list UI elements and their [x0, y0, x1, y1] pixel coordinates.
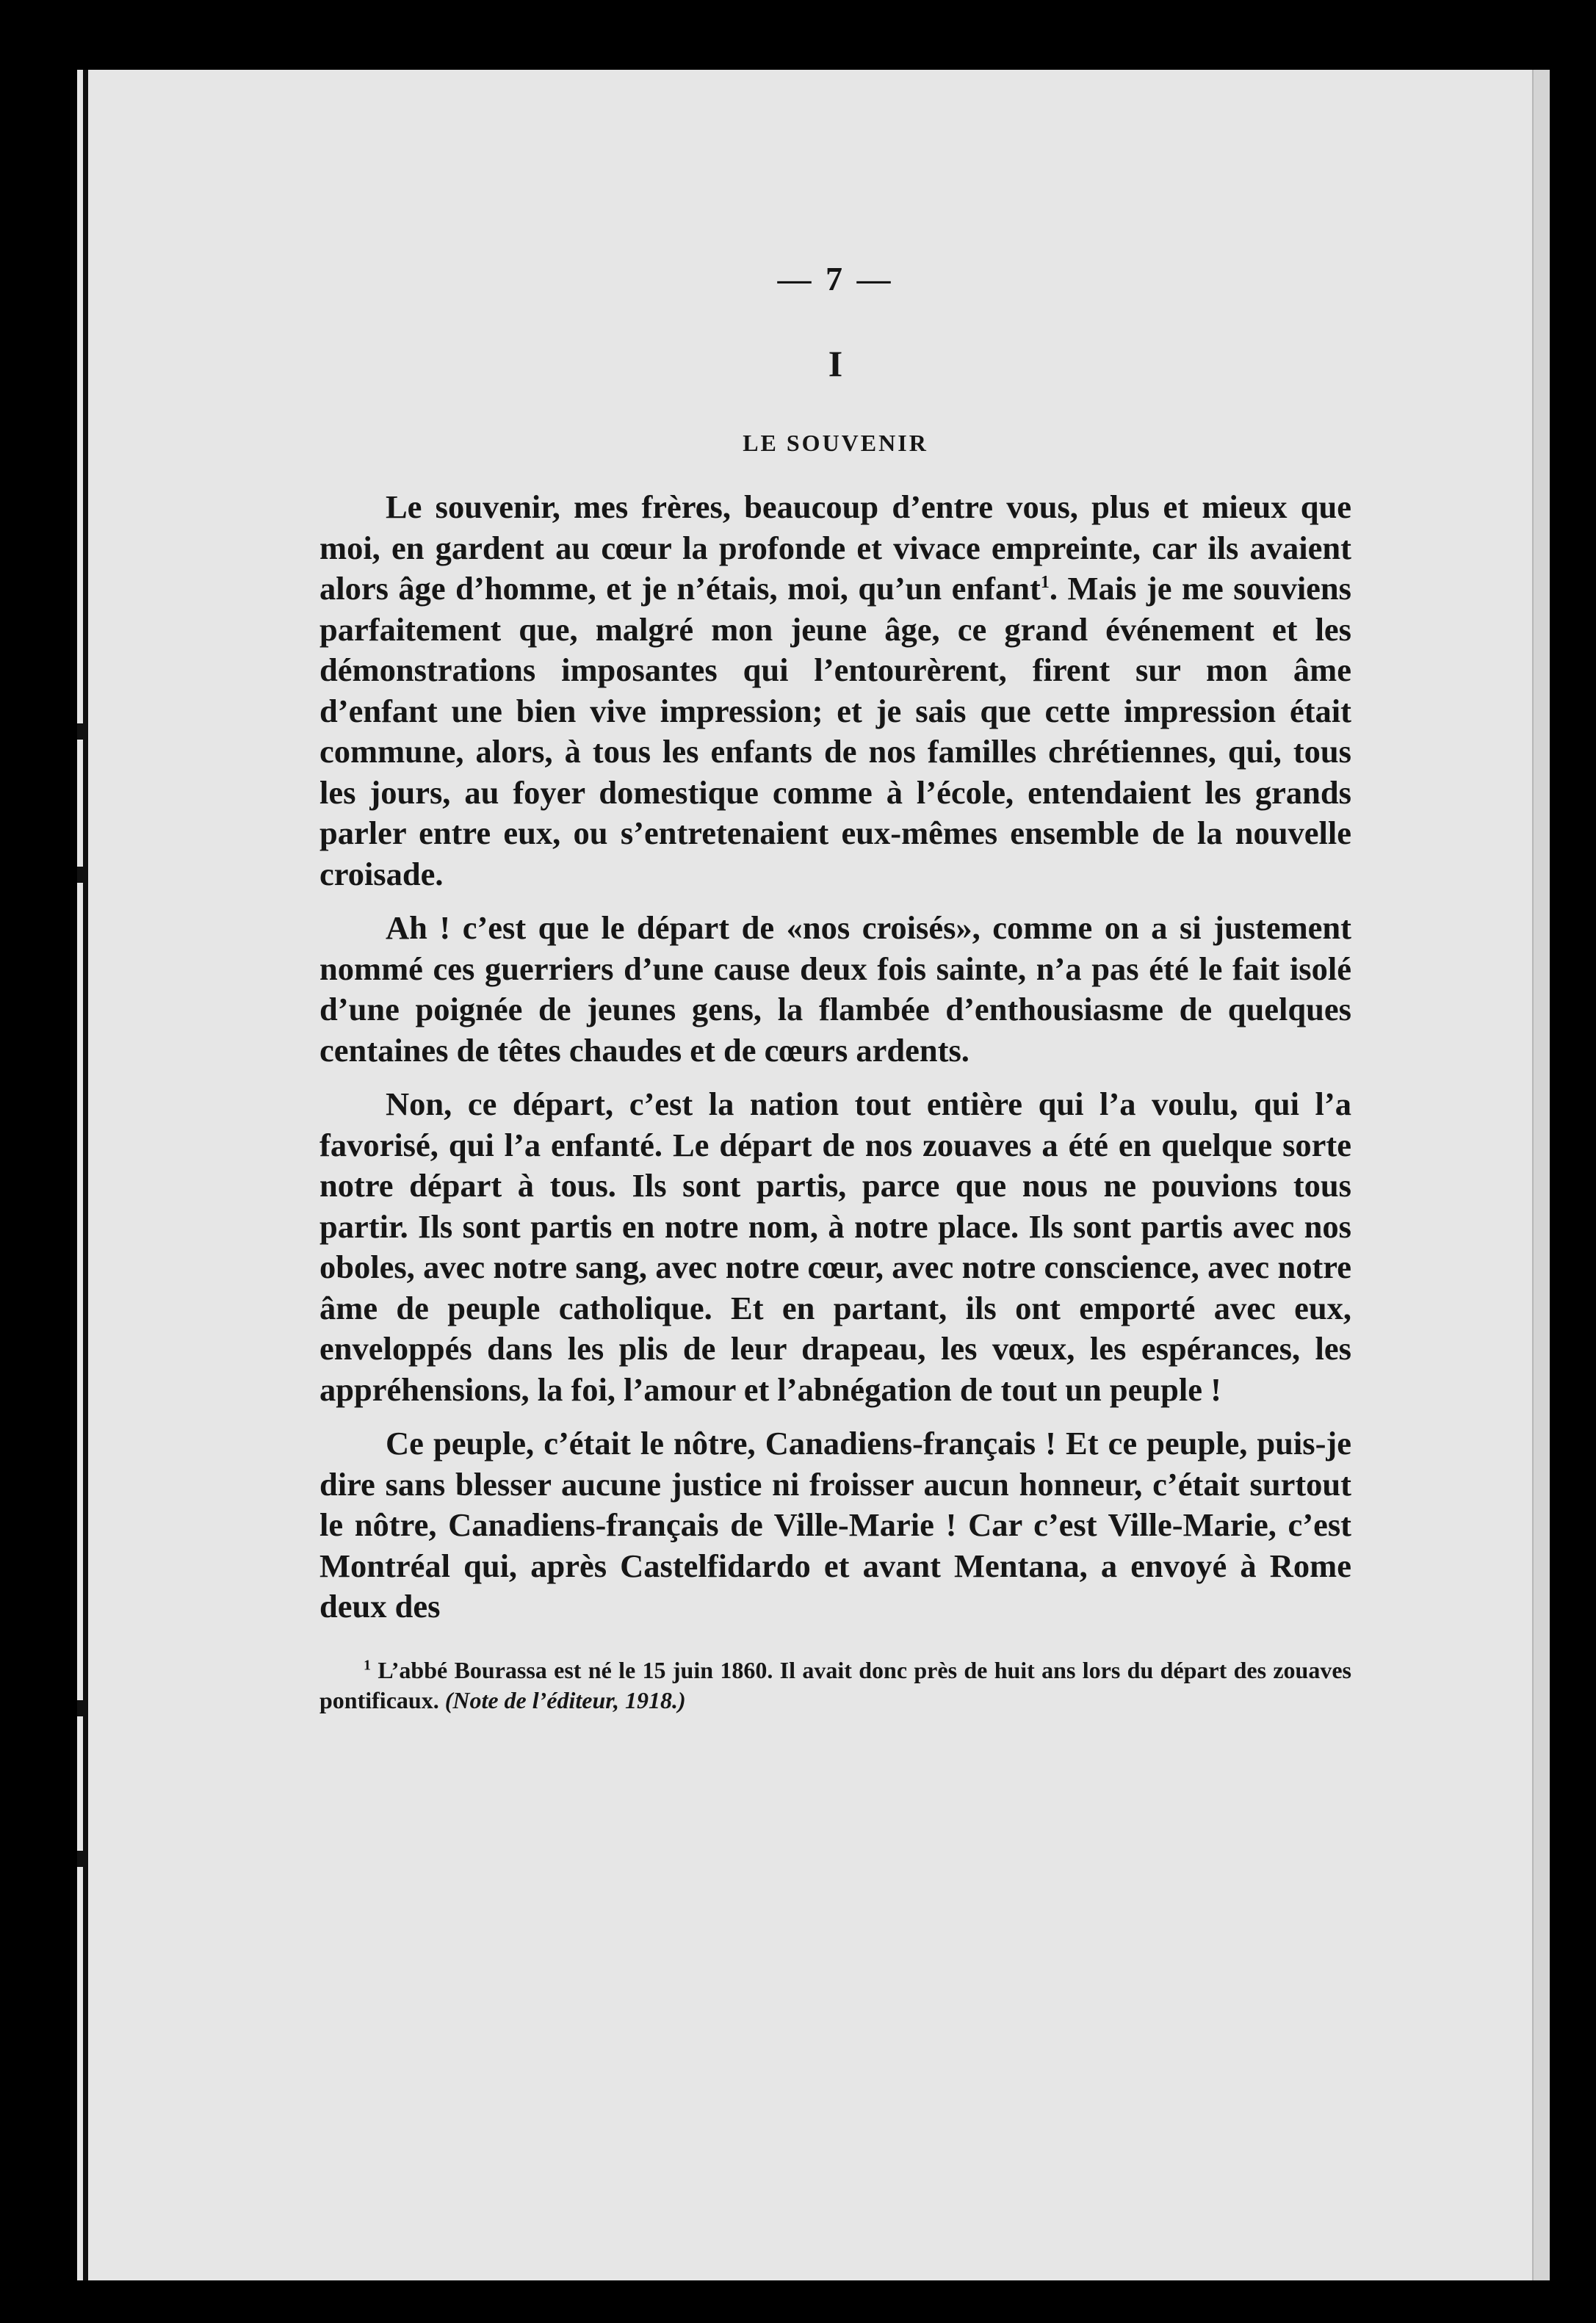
footnote-text: L’abbé Bourassa est né le 15 juin 1860. Il avait donc près de huit ans lors du départ des zouaves pontificaux.: [319, 1656, 1352, 1713]
paragraph-2: Ah ! c’est que le départ de «nos croisés», comme on a si justement nommé ces guerriers d’une cause deux fois sainte, n’a pas été le fait isolé d’une poignée de jeunes gens, la flambée d’enthousiasme de quelques centaines de têtes chaudes et de cœurs ardents.: [319, 909, 1351, 1069]
paragraph-1: [319, 487, 1351, 895]
binding-mark: [77, 867, 84, 883]
binding-mark: [77, 1700, 84, 1716]
footnote: [319, 1655, 1351, 1716]
body-text: [319, 487, 1351, 1627]
paragraph-1-text-start: Le souvenir, mes frères, beaucoup d’entre vous, plus et mieux que moi, en gardent au cœur la profonde et vivace empreinte, car ils avaient alors âge d’homme, et je n’étais, moi, qu’un enfant: [319, 488, 1351, 607]
page-right-edge: [1532, 70, 1550, 2280]
paragraph-1-text-end: . Mais je me souviens parfaitement que, malgré mon jeune âge, ce grand événement et les démonstrations imposantes qui l’entourèrent, firent sur mon âme d’enfant une bien vive impression; et je sais que cette impression était commune, alors, à tous les enfants de nos familles chrétiennes, qui, tous les jours, au foyer domestique comme à l’école, entendaient les grands parler entre eux, ou s’entretenaient eux-mêmes ensemble de la nouvelle croisade.: [319, 570, 1352, 892]
chapter-numeral: I: [828, 343, 843, 384]
chapter-title: LE SOUVENIR: [743, 430, 928, 456]
footnote-reference: 1: [1040, 573, 1050, 593]
binding-mark: [77, 723, 84, 740]
binding-mark: [77, 1851, 84, 1867]
editor-note: (Note de l’éditeur, 1918.): [444, 1686, 686, 1713]
footnote-marker: 1: [364, 1656, 371, 1673]
paragraph-3: Non, ce départ, c’est la nation tout entière qui l’a voulu, qui l’a favorisé, qui l’a enfanté. Le départ de nos zouaves a été en quelque sorte notre départ à tous. Ils sont partis, parce que nous ne pouvions tous partir. Ils sont partis en notre nom, à notre place. Ils sont partis avec nos oboles, avec notre sang, avec notre cœur, avec notre conscience, avec notre âme de peuple catholique. Et en partant, ils ont emporté avec eux, enveloppés dans les plis de leur drapeau, les vœux, les espérances, les appréhensions, la foi, l’amour et l’abnégation de tout un peuple !: [319, 1085, 1351, 1408]
page-spine-edge: [83, 70, 88, 2280]
page-content: [319, 253, 1351, 1716]
scanned-page: [77, 70, 1550, 2280]
paragraph-4: Ce peuple, c’était le nôtre, Canadiens-français ! Et ce peuple, puis-je dire sans blesser aucune justice ni froisser aucun honneur, c’était surtout le nôtre, Canadiens-français de Ville-Marie ! Car c’est Ville-Marie, c’est Montréal qui, après Castelfidardo et avant Mentana, a envoyé à Rome deux des: [319, 1425, 1351, 1625]
page-number: — 7 —: [777, 260, 894, 297]
